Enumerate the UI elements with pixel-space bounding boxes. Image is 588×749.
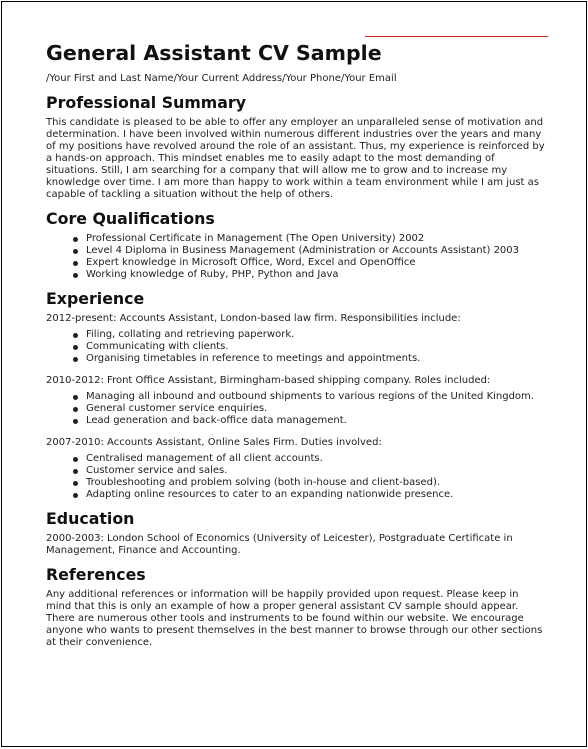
section-professional-summary xyxy=(46,93,546,201)
job-duties-list xyxy=(46,329,546,365)
contact-line: /Your First and Last Name/Your Current Address/Your Phone/Your Email xyxy=(46,73,397,84)
list-item: Organising timetables in reference to meetings and appointments. xyxy=(86,353,546,365)
cv-content xyxy=(46,40,546,649)
list-item: Working knowledge of Ruby, PHP, Python and Java xyxy=(86,269,546,281)
job-entry xyxy=(46,375,546,427)
job-duties-list xyxy=(46,391,546,427)
section-core-qualifications xyxy=(46,209,546,281)
page-title: General Assistant CV Sample xyxy=(46,41,382,65)
references-text: Any additional references or information will be happily provided upon request. Please keep in mind that this is only an example of how a proper general assistant CV sample should appear. There are numerous other tools and instruments to be found within our website. We encourage anyone who wants to present themselves in the best manner to browse through our other sections at their convenience. xyxy=(46,589,543,648)
list-item: Professional Certificate in Management (The Open University) 2002 xyxy=(86,233,546,245)
cv-page xyxy=(1,1,587,747)
list-item: General customer service enquiries. xyxy=(86,403,546,415)
job-title: 2010-2012: Front Office Assistant, Birmingham-based shipping company. Roles included: xyxy=(46,375,491,386)
summary-heading: Professional Summary xyxy=(46,93,246,112)
section-references xyxy=(46,565,546,649)
list-item: Adapting online resources to cater to an expanding nationwide presence. xyxy=(86,489,546,501)
section-experience xyxy=(46,289,546,501)
list-item: Centralised management of all client accounts. xyxy=(86,453,546,465)
job-duties-list xyxy=(46,453,546,501)
list-item: Customer service and sales. xyxy=(86,465,546,477)
education-heading: Education xyxy=(46,509,135,528)
section-education xyxy=(46,509,546,557)
list-item: Lead generation and back-office data management. xyxy=(86,415,546,427)
references-heading: References xyxy=(46,565,146,584)
job-title: 2007-2010: Accounts Assistant, Online Sales Firm. Duties involved: xyxy=(46,437,382,448)
job-entry xyxy=(46,437,546,501)
list-item: Managing all inbound and outbound shipments to various regions of the United Kingdom. xyxy=(86,391,546,403)
job-entry xyxy=(46,313,546,365)
list-item: Level 4 Diploma in Business Management (Administration or Accounts Assistant) 2003 xyxy=(86,245,546,257)
list-item: Filing, collating and retrieving paperwork. xyxy=(86,329,546,341)
list-item: Troubleshooting and problem solving (both in-house and client-based). xyxy=(86,477,546,489)
qualifications-heading: Core Qualifications xyxy=(46,209,215,228)
list-item: Expert knowledge in Microsoft Office, Word, Excel and OpenOffice xyxy=(86,257,546,269)
list-item: Communicating with clients. xyxy=(86,341,546,353)
summary-text: This candidate is pleased to be able to offer any employer an unparalleled sense of motivation and determination. I have been involved within numerous different industries over the years and many of my positions have revolved around the role of an assistant. Thus, my experience is reinforced by a hands-on approach. This mindset enables me to easily adapt to the most demanding of situations. Still, I am searching for a company that will allow me to grow and to increase my knowledge over time. I am more than happy to work within a team environment while I am just as capable of tackling a situation without the help of others. xyxy=(46,117,545,200)
education-text: 2000-2003: London School of Economics (University of Leicester), Postgraduate Certificate in Management, Finance and Accounting. xyxy=(46,533,513,556)
job-title: 2012-present: Accounts Assistant, London-based law firm. Responsibilities include: xyxy=(46,313,461,324)
qualifications-list xyxy=(46,233,546,281)
title-accent-rule xyxy=(365,36,548,37)
experience-heading: Experience xyxy=(46,289,145,308)
